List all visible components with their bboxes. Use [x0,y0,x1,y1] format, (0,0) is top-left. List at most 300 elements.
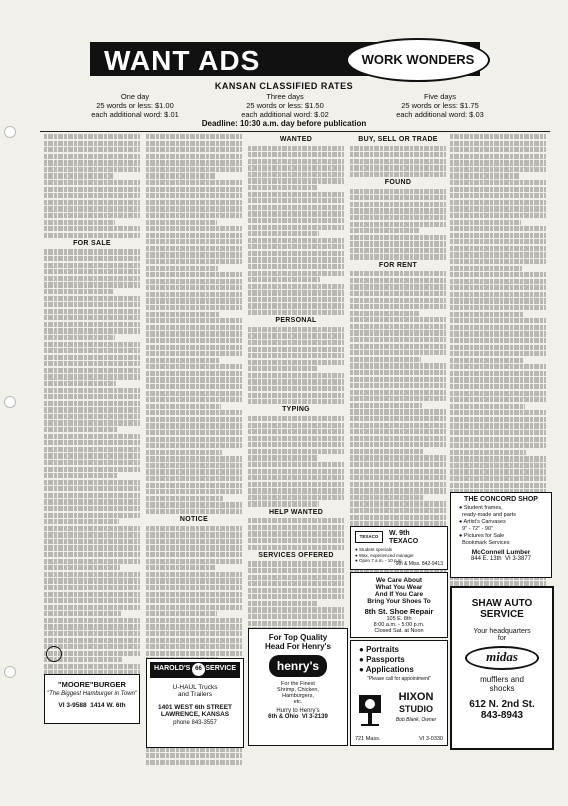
classified-text-line [146,160,242,165]
shaw-auto-ad [450,586,554,750]
rate-extra: each additional word: $.02 [241,110,329,119]
shoe-address: 105 E. 8th [386,616,412,622]
rate-one-day [50,92,220,119]
classified-text-line [248,290,344,295]
classified-text-line [248,561,344,566]
classified-text-line [248,601,318,606]
hixon-owner: Bob Blank, Owner [395,717,437,723]
section-services-offered: SERVICES OFFERED [258,551,334,559]
classified-text-line [44,374,140,379]
classified-text-line [146,345,242,350]
classified-text-line [146,272,242,277]
harolds-banner [150,662,240,678]
classified-text-line [450,220,521,225]
classified-text-line [44,309,140,314]
classified-text-line [44,407,140,412]
classified-text-line [450,272,546,277]
classified-text-line [248,545,344,550]
shaw-line3: Your headquarters [473,628,531,635]
classified-text-line [146,423,242,428]
classified-text-line [248,238,344,243]
classified-text-line [44,611,121,616]
classified-text-line [248,482,344,487]
concord-address: 844 E. 13th [470,556,502,562]
classified-text-line [450,160,546,165]
classified-text-line [44,493,140,498]
classified-text-line [248,393,344,398]
classified-text-line [450,423,546,428]
classified-text-line [146,318,242,323]
binder-hole [4,396,16,408]
shaw-address: 612 N. 2nd St. [469,699,535,710]
classified-text-line [248,165,344,170]
classified-text-line [450,463,546,468]
classified-text-line [146,187,242,192]
classified-text-line [350,363,446,368]
classified-text-line [146,134,242,139]
classified-text-line [350,462,446,467]
classified-text-line [146,371,242,376]
classified-text-line [248,442,344,447]
shoe-hours: 8:00 a.m. - 5:00 p.m. [373,622,425,628]
classified-text-line [450,476,546,481]
hixon-name: HIXON [398,691,434,703]
classified-text-line [450,318,546,323]
classified-text-line [44,572,140,577]
classified-text-line [248,399,344,404]
classified-text-line [146,206,242,211]
classified-text-line [248,525,344,530]
classified-text-line [44,342,140,347]
henrys-head: Head For Henry's [265,642,331,651]
classified-text-line [248,416,344,421]
classified-text-line [350,284,446,289]
classified-text-line [450,226,546,231]
classified-text-line [44,289,114,294]
section-typing: TYPING [282,406,310,414]
classified-text-line [450,338,546,343]
divider [40,131,550,132]
classified-text-line [350,208,446,213]
texaco-item3: Open 7 a.m. - 10 p.m. [358,558,403,563]
classified-text-line [350,165,446,170]
classified-text-line [146,430,242,435]
classified-text-line [44,134,140,139]
classified-text-line [146,147,242,152]
classified-text-line [146,592,242,597]
camera-icon [357,691,383,727]
classified-text-line [44,585,140,590]
classified-text-line [146,526,242,531]
classified-text-line [146,463,242,468]
classified-text-line [450,325,546,330]
classified-text-line [44,460,140,465]
classified-text-line [146,279,242,284]
concord-item2: ready-made and parts [462,512,516,518]
classified-text-line [44,187,140,192]
classified-text-line [450,266,522,271]
classified-text-line [350,241,446,246]
classified-text-line [450,358,524,363]
classified-text-line [450,345,546,350]
classified-text-line [248,538,344,543]
shaw-line4: for [497,635,507,642]
burger-slogan: "The Biggest Hamburger in Town" [46,691,138,697]
classified-text-line [44,348,140,353]
rate-label: One day [120,92,150,101]
shoe-line1: We Care About [375,577,423,584]
classified-text-line [350,304,446,309]
classified-text-line [146,753,242,758]
classified-text-line [350,429,446,434]
classified-text-line [450,469,546,474]
classified-text-line [146,233,242,238]
harolds-line1: U-HAUL Trucks [172,684,218,691]
classified-text-line [146,638,242,643]
shaw-line6: shocks [489,684,515,693]
classified-text-line [450,173,520,178]
classified-text-line [44,499,140,504]
texaco-item1: Student specials [358,547,392,552]
classified-text-line [350,469,446,474]
concord-item5: Pictures for Sale [463,533,505,539]
classified-text-line [146,338,242,343]
harolds-name: HAROLD'S [154,665,191,672]
classified-text-line [146,450,222,455]
classified-text-line [248,366,318,371]
classified-text-line [44,506,140,511]
classified-text-line [248,159,344,164]
classified-text-line [44,220,115,225]
classified-text-line [146,213,242,218]
classified-text-line [146,226,242,231]
classified-text-line [146,760,242,765]
classified-text-line [44,381,116,386]
classified-text-line [44,147,140,152]
rate-label: Five days [423,92,457,101]
classified-text-line [146,552,242,557]
classified-text-line [146,483,242,488]
classified-text-line [450,351,546,356]
classified-text-line [350,248,446,253]
classified-text-line [350,409,446,414]
classified-text-line [146,298,242,303]
classified-text-line [44,213,140,218]
classified-text-line [146,141,242,146]
classified-text-line [248,284,344,289]
classified-text-line [146,154,242,159]
classified-text-line [146,631,242,636]
burger-phone: VI 3-9588 [58,702,87,709]
shaw-line5: mufflers and [480,675,524,684]
section-found: FOUND [384,179,412,187]
shoe-line3: And If You Care [374,591,424,598]
column-1 [44,134,140,684]
classified-text-line [44,276,140,281]
classified-text-line [248,436,344,441]
classified-text-line [350,254,446,259]
classified-text-line [450,141,546,146]
classified-text-line [44,256,140,261]
classified-text-line [450,437,546,442]
classified-text-line [248,333,344,338]
classified-text-line [350,311,420,316]
classified-text-line [44,420,140,425]
rate-five-days [355,92,525,119]
classified-text-line [248,360,344,365]
classified-text-line [146,384,242,389]
classified-text-line [248,185,318,190]
classified-text-line [248,310,344,315]
texaco-phone: 842-9413 [421,561,443,567]
classified-text-line [450,193,546,198]
classified-text-line [248,277,320,282]
classified-text-line [44,486,140,491]
classified-text-line [350,159,446,164]
texaco-ad [350,526,448,570]
classified-text-line [248,178,344,183]
concord-name: McConnell Lumber [471,549,531,556]
concord-item1: Student frames, [463,505,503,511]
classified-text-line [44,618,140,623]
classified-text-line [44,578,140,583]
section-for-rent: FOR RENT [378,261,418,269]
henrys-tag1: For the Finest [281,681,315,687]
shaw-phone: 843-8943 [480,710,524,721]
classified-text-line [44,388,140,393]
harolds-address: 1401 WEST 6th STREET [157,704,233,711]
classified-text-line [44,519,119,524]
classified-text-line [450,154,546,159]
classified-text-line [146,180,242,185]
classified-text-line [44,302,140,307]
classified-text-line [146,220,217,225]
classified-text-line [146,559,242,564]
classified-text-line [248,340,344,345]
classified-text-line [44,638,140,643]
henrys-logo: henry's [269,655,327,677]
classified-text-line [44,447,140,452]
classified-text-line [44,539,140,544]
classified-text-line [146,404,221,409]
classified-text-line [44,598,140,603]
classified-text-line [450,292,546,297]
henrys-hurry: Hurry to Henry's [276,708,320,714]
classified-text-line [248,251,344,256]
classified-text-line [350,172,446,177]
classified-text-line [350,515,446,520]
classified-text-line [146,502,242,507]
classified-text-line [450,206,546,211]
classified-text-line [44,206,140,211]
classified-text-line [44,263,140,268]
section-personal: PERSONAL [275,317,317,325]
harolds-service-ad [146,658,244,748]
classified-text-line [248,621,344,626]
classified-text-line [450,279,546,284]
classified-text-line [350,195,446,200]
texaco-logo: TEXACO [355,531,383,543]
classified-text-line [248,488,344,493]
classified-text-line [146,578,242,583]
classified-text-line [248,455,318,460]
classified-text-line [44,282,140,287]
concord-item6: Bookmark Services [462,540,510,546]
classified-text-line [44,473,118,478]
henrys-tag4: etc. [293,699,303,705]
classified-text-line [450,391,546,396]
classified-text-line [146,351,242,356]
concord-phone: VI 3-3877 [505,556,532,562]
classified-text-line [146,545,242,550]
classified-text-line [450,483,546,488]
classified-text-line [44,249,140,254]
henrys-tag2: Shrimp, Chicken, [277,687,319,693]
classified-text-line [248,327,344,332]
classified-text-line [248,205,344,210]
classified-text-line [146,585,242,590]
classified-text-line [44,624,140,629]
classified-text-line [146,173,216,178]
classified-text-line [350,317,446,322]
classified-text-line [450,167,546,172]
classified-text-line [44,173,114,178]
classified-text-line [248,244,344,249]
classified-text-line [350,344,446,349]
classified-text-line [450,252,546,257]
classified-text-line [350,383,446,388]
classified-text-line [146,565,216,570]
phillips-66-logo: 66 [192,663,205,676]
classified-text-line [44,605,140,610]
classified-text-line [350,235,446,240]
classified-text-line [248,518,344,523]
classified-text-line [350,370,446,375]
concord-list: ● Student frames, ready-made and parts ● Artist's Canvases 9" - 72" - 90" ● Pictures for Sale Bookmark Services [459,505,516,546]
classified-text-line [248,379,344,384]
classified-text-line [350,501,446,506]
classified-text-line [350,324,446,329]
shoe-line4: Bring Your Shoes To [367,598,431,605]
classified-text-line [350,488,446,493]
hixon-address: 721 Mass. [355,736,381,742]
classified-text-line [146,305,242,310]
classified-text-line [248,581,344,586]
classified-text-line [248,172,344,177]
column-3 [248,134,344,660]
classified-text-line [44,394,140,399]
classified-text-line [248,429,344,434]
classified-text-line [146,364,242,369]
classified-text-line [44,269,140,274]
classified-text-line [450,213,546,218]
classified-text-line [146,358,220,363]
classified-text-line [146,476,242,481]
classified-text-line [44,361,140,366]
classified-text-line [44,401,140,406]
harolds-sub: SERVICE [205,665,236,672]
classified-text-line [146,285,242,290]
henrys-address: 6th & Ohio [268,714,299,720]
classified-text-line [146,437,242,442]
shaw-line1: SHAW AUTO [471,598,533,609]
classified-text-line [450,397,546,402]
classified-text-line [146,377,242,382]
rate-three-days [200,86,370,119]
classified-page [10,6,558,794]
seal-icon [46,646,62,662]
classified-text-line [146,611,217,616]
classified-text-line [450,417,546,422]
work-wonders-badge: WORK WONDERS [346,38,490,82]
classified-text-line [450,187,546,192]
classified-text-line [44,434,140,439]
classified-text-line [146,193,242,198]
classified-text-line [146,266,218,271]
classified-text-line [350,146,446,151]
classified-text-line [44,526,140,531]
rate-price: 25 words or less: $1.50 [246,101,324,110]
classified-text-line [146,598,242,603]
classified-text-line [450,430,546,435]
classified-text-line [146,509,242,514]
classified-text-line [146,410,242,415]
classified-text-line [248,198,344,203]
classified-text-line [248,297,344,302]
concord-item3: Artist's Canvases [463,519,506,525]
classified-text-line [146,469,242,474]
classified-text-line [44,200,140,205]
deadline-text: Deadline: 10:30 a.m. day before publication [201,119,367,128]
classified-text-line [44,322,140,327]
classified-text-line [44,154,140,159]
classified-text-line [44,193,140,198]
classified-text-line [350,291,446,296]
henrys-ad [248,628,348,746]
classified-text-line [248,501,319,506]
burger-address: 1414 W. 6th [90,702,126,709]
classified-text-line [44,368,140,373]
shoe-line2: What You Wear [375,584,423,591]
classified-text-line [248,469,344,474]
classified-text-line [248,257,344,262]
shoe-shop-name: 8th St. Shoe Repair [364,607,434,616]
classified-text-line [450,298,546,303]
rate-price: 25 words or less: $1.00 [96,101,174,110]
classified-text-line [248,152,344,157]
classified-text-line [44,335,115,340]
classified-text-line [350,298,446,303]
classified-text-line [146,456,242,461]
classified-text-line [350,278,446,283]
henrys-tag3: Hamburgers, [282,693,314,699]
classified-text-line [350,350,446,355]
classified-text-line [350,423,446,428]
classified-text-line [450,312,523,317]
classified-text-line [350,189,446,194]
classified-text-line [44,226,140,231]
classified-text-line [350,377,446,382]
hixon-phone: VI 3-0330 [419,736,443,742]
classified-text-line [450,180,546,185]
classified-text-line [146,397,242,402]
classified-text-line [248,211,344,216]
classified-text-line [350,416,446,421]
classified-text-line [146,496,223,501]
classified-text-line [146,325,242,330]
section-for-sale: FOR SALE [73,239,111,247]
hixon-sub: STUDIO [398,704,433,714]
